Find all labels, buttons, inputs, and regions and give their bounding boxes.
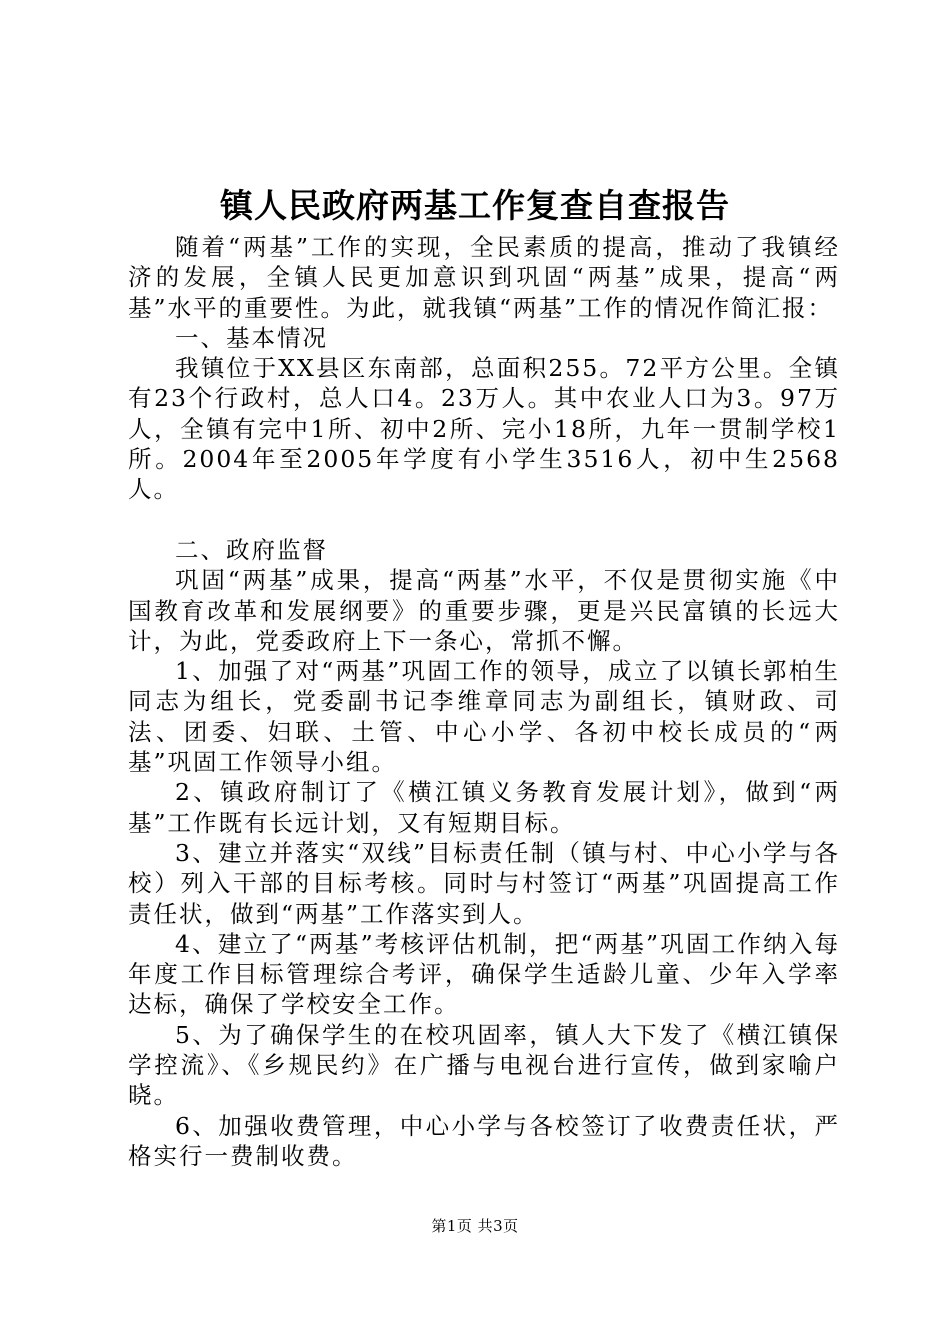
section-heading-basic-situation: 一、基本情况 bbox=[175, 323, 328, 352]
page-number-footer: 第1页 共3页 bbox=[431, 1217, 519, 1235]
document-title: 镇人民政府两基工作复查自查报告 bbox=[220, 186, 730, 225]
paragraph-item-1: 1、加强了对“两基”巩固工作的领导，成立了以镇长郭柏生同志为组长，党委副书记李维章同志为副组长，镇财政、司法、团委、妇联、土管、中心小学、各初中校长成员的“两基”巩固工作领导小组。 bbox=[128, 657, 840, 777]
paragraph-item-4: 4、建立了“两基”考核评估机制，把“两基”巩固工作纳入每年度工作目标管理综合考评，确保学生适龄儿童、少年入学率达标，确保了学校安全工作。 bbox=[128, 929, 840, 1019]
paragraph-item-3: 3、建立并落实“双线”目标责任制（镇与村、中心小学与各校）列入干部的目标考核。同时与村签订“两基”巩固提高工作责任状，做到“两基”工作落实到人。 bbox=[128, 838, 840, 928]
section-heading-government-supervision: 二、政府监督 bbox=[175, 535, 328, 564]
paragraph-supervision-intro: 巩固“两基”成果，提高“两基”水平，不仅是贯彻实施《中国教育改革和发展纲要》的重要步骤，更是兴民富镇的长远大计，为此，党委政府上下一条心，常抓不懈。 bbox=[128, 566, 840, 655]
blank-line bbox=[128, 505, 840, 535]
paragraph-basic-situation: 我镇位于XX县区东南部，总面积255。72平方公里。全镇有23个行政村，总人口4。23万人。其中农业人口为3。97万人，全镇有完中1所、初中2所、完小18所，九年一贯制学校1所。2004年至2005年学度有小学生3516人，初中生2568人。 bbox=[128, 354, 840, 504]
paragraph-item-2: 2、镇政府制订了《横江镇义务教育发展计划》，做到“两基”工作既有长远计划，又有短期目标。 bbox=[128, 778, 840, 837]
document-body bbox=[128, 232, 840, 1171]
paragraph-intro: 随着“两基”工作的实现，全民素质的提高，推动了我镇经济的发展，全镇人民更加意识到巩固“两基”成果，提高“两基”水平的重要性。为此，就我镇“两基”工作的情况作简汇报： bbox=[128, 233, 840, 322]
paragraph-item-6: 6、加强收费管理，中心小学与各校签订了收费责任状，严格实行一费制收费。 bbox=[128, 1111, 840, 1170]
paragraph-item-5: 5、为了确保学生的在校巩固率，镇人大下发了《横江镇保学控流》、《乡规民约》在广播与电视台进行宣传，做到家喻户晓。 bbox=[128, 1020, 840, 1110]
